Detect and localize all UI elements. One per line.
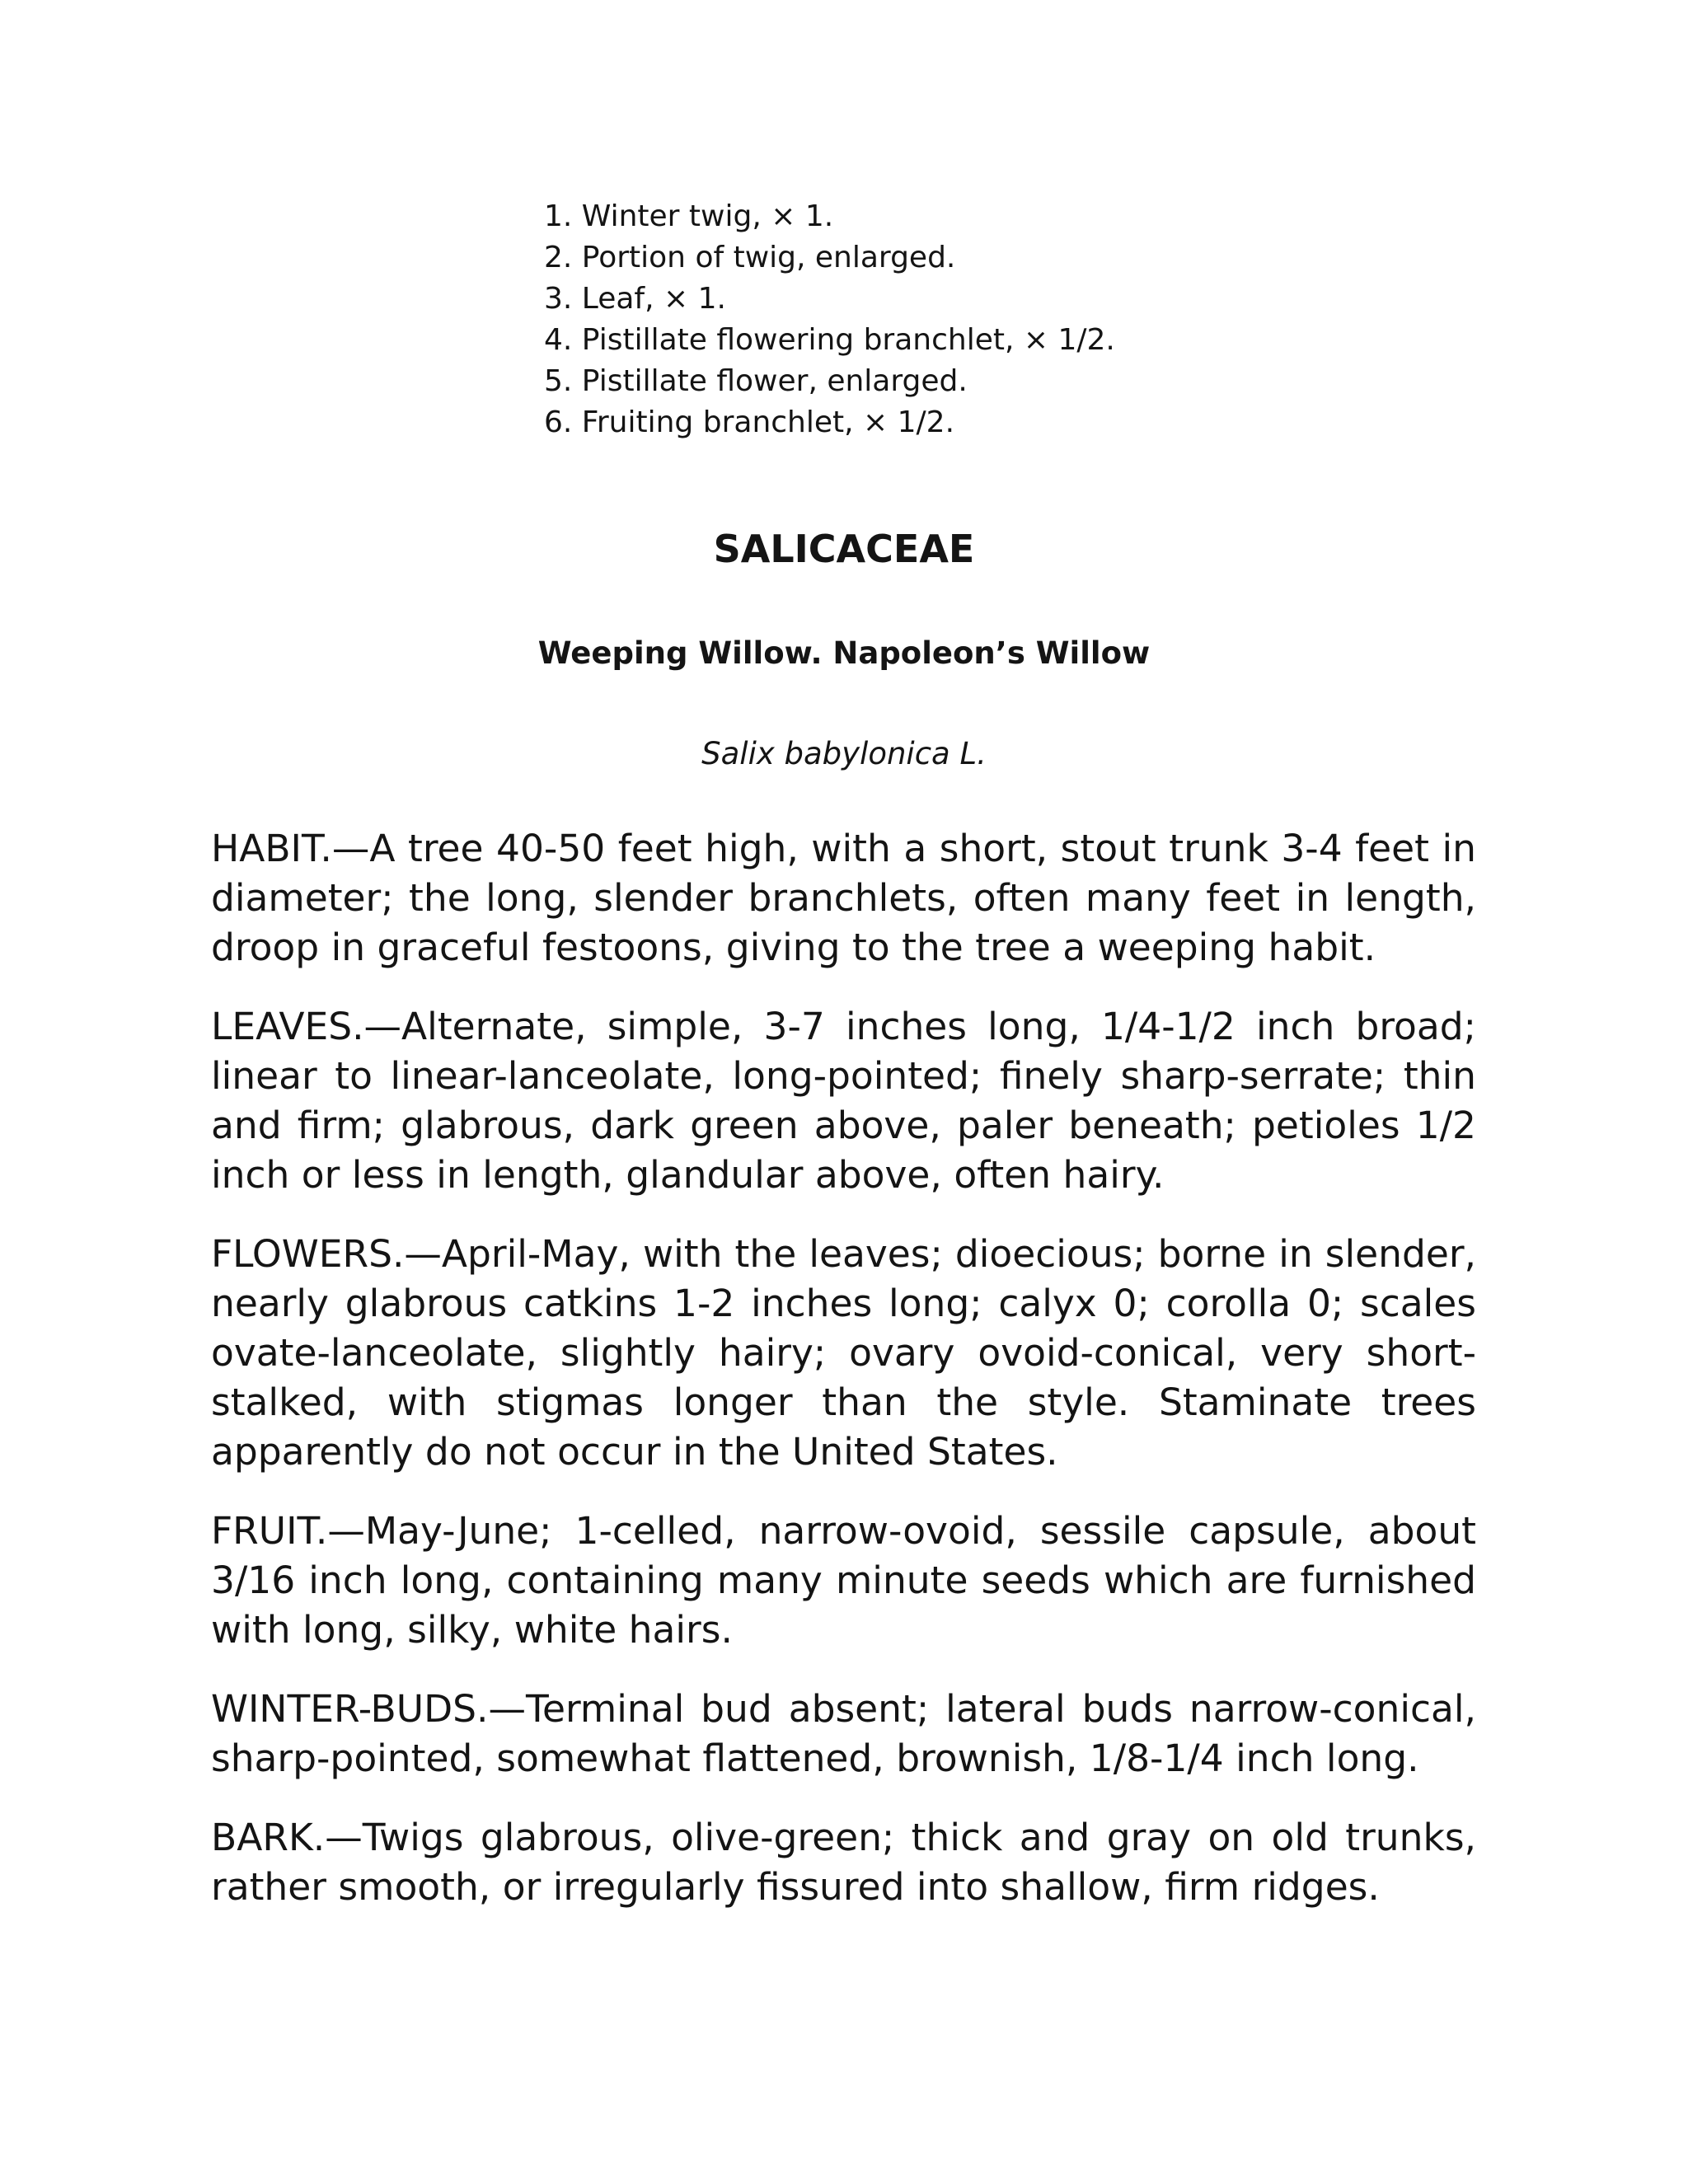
section-heading: FLOWERS. [211,1232,405,1276]
figure-caption: 3. Leaf, × 1. [544,282,726,316]
winter-buds-paragraph [211,1685,1476,1783]
section-text: —Alternate, simple, 3-7 inches long, 1/4-1/2 inch broad; linear to linear-lanceolate, long-pointed; finely sharp-serrate; thin and firm; glabrous, dark green above, paler beneath; petioles 1/2 inch or less in length, glandular above, often hairy. [211,1005,1476,1197]
fruit-paragraph [211,1507,1476,1655]
figure-caption-list [544,196,1286,443]
habit-paragraph [211,824,1476,972]
family-heading: SALICACEAE [713,527,975,571]
section-text: —Twigs glabrous, olive-green; thick and gray on old trunks, rather smooth, or irregularly fissured into shallow, firm ridges. [211,1816,1476,1909]
scientific-name: Salix babylonica L. [701,736,987,771]
common-name-heading: Weeping Willow. Napoleon’s Willow [537,635,1151,671]
figure-caption: 5. Pistillate flower, enlarged. [544,364,968,398]
section-text: —May-June; 1-celled, narrow-ovoid, sessile capsule, about 3/16 inch long, containing many minute seeds which are furnished with long, silky, white hairs. [211,1509,1476,1652]
figure-caption: 6. Fruiting branchlet, × 1/2. [544,405,955,439]
section-text: —April-May, with the leaves; dioecious; borne in slender, nearly glabrous catkins 1-2 inches long; calyx 0; corolla 0; scales ovate-lanceolate, slightly hairy; ovary ovoid-conical, very short-stalked, with stigmas longer than the style. Staminate trees apparently do not occur in the United States. [211,1232,1476,1474]
figure-caption: 2. Portion of twig, enlarged. [544,241,956,274]
section-text: —A tree 40-50 feet high, with a short, stout trunk 3-4 feet in diameter; the long, slender branchlets, often many feet in length, droop in graceful festoons, giving to the tree a weeping habit. [211,827,1476,969]
section-heading: BARK. [211,1816,326,1859]
section-heading: FRUIT. [211,1509,328,1553]
section-text: —Terminal bud absent; lateral buds narrow-conical, sharp-pointed, somewhat flattened, brownish, 1/8-1/4 inch long. [211,1687,1476,1780]
section-heading: HABIT. [211,827,332,870]
leaves-paragraph [211,1002,1476,1200]
description-body [211,824,1476,1942]
flowers-paragraph [211,1230,1476,1477]
section-heading: LEAVES. [211,1005,364,1048]
section-heading: WINTER-BUDS. [211,1687,489,1731]
figure-caption: 1. Winter twig, × 1. [544,199,834,233]
figure-caption: 4. Pistillate flowering branchlet, × 1/2. [544,323,1115,357]
bark-paragraph [211,1813,1476,1912]
